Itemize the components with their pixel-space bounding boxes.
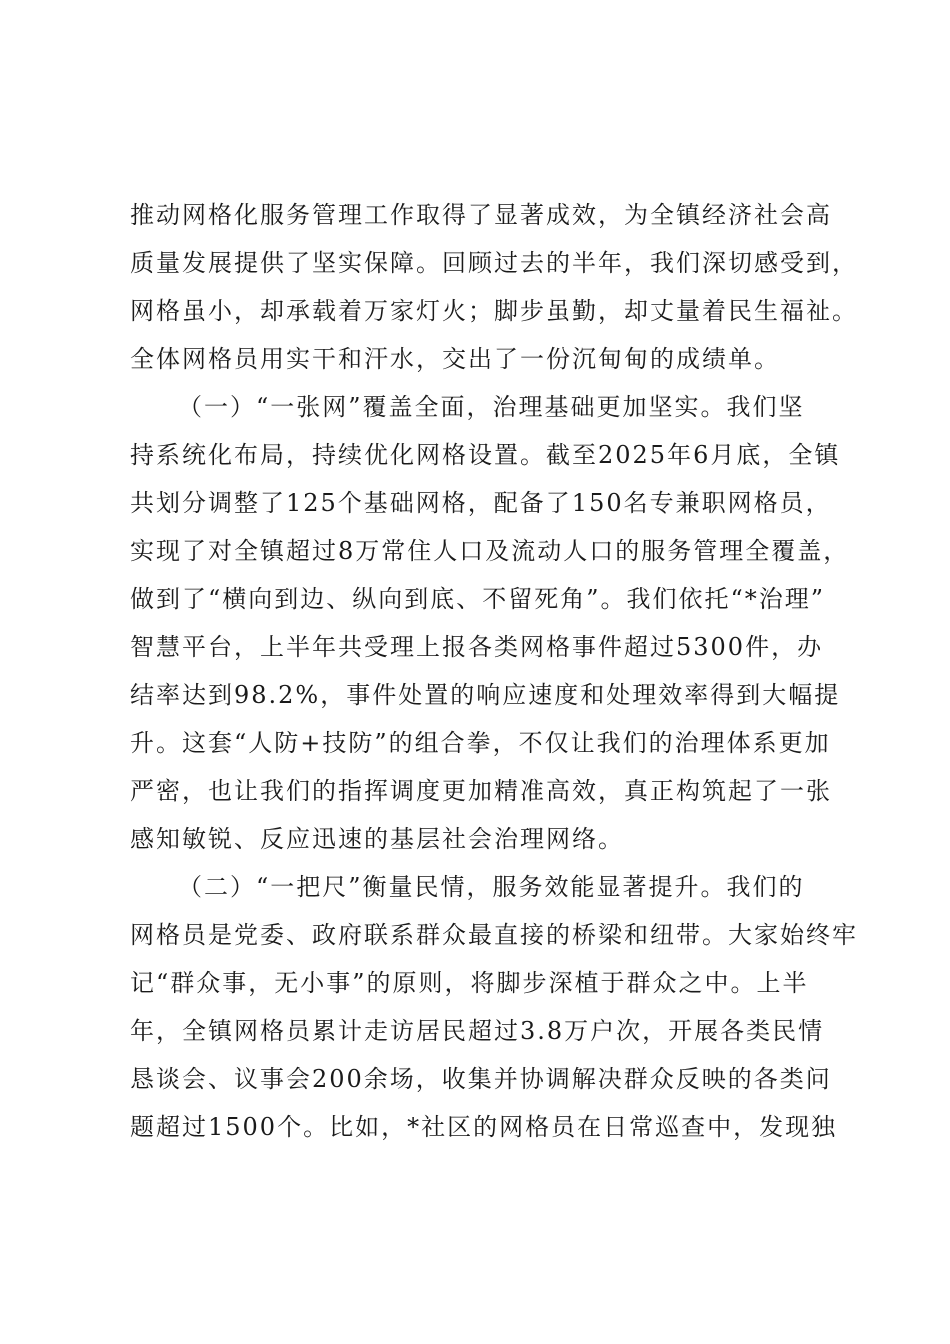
text-line: 严密，也让我们的指挥调度更加精准高效，真正构筑起了一张	[130, 777, 832, 805]
text-line: 做到了“横向到边、纵向到底、不留死角”。我们依托“*治理”	[130, 585, 826, 613]
text-line: 升。这套“人防+技防”的组合拳，不仅让我们的治理体系更加	[130, 729, 831, 757]
text-line: 感知敏锐、反应迅速的基层社会治理网络。	[130, 825, 624, 853]
text-line: 质量发展提供了坚实保障。回顾过去的半年，我们深切感受到，	[130, 249, 858, 277]
text-line: 持系统化布局，持续优化网格设置。截至2025年6月底，全镇	[130, 441, 841, 469]
text-line: 网格虽小，却承载着万家灯火；脚步虽勤，却丈量着民生福祉。	[130, 297, 858, 325]
text-line: 共划分调整了125个基础网格，配备了150名专兼职网格员，	[130, 489, 832, 517]
text-line: 年，全镇网格员累计走访居民超过3.8万户次，开展各类民情	[130, 1017, 825, 1045]
text-line: 记“群众事，无小事”的原则，将脚步深植于群众之中。上半	[130, 969, 809, 997]
text-line: 网格员是党委、政府联系群众最直接的桥梁和纽带。大家始终牢	[130, 921, 858, 949]
text-line: 全体网格员用实干和汗水，交出了一份沉甸甸的成绩单。	[130, 345, 780, 373]
text-line: 智慧平台，上半年共受理上报各类网格事件超过5300件，办	[130, 633, 824, 661]
text-line: 实现了对全镇超过8万常住人口及流动人口的服务管理全覆盖，	[130, 537, 850, 565]
section-heading-2: （二）“一把尺”衡量民情，服务效能显著提升。我们的	[178, 873, 805, 901]
text-line: 题超过1500个。比如，*社区的网格员在日常巡查中，发现独	[130, 1113, 838, 1141]
text-line: 推动网格化服务管理工作取得了显著成效，为全镇经济社会高	[130, 201, 832, 229]
text-line: 恳谈会、议事会200余场，收集并协调解决群众反映的各类问	[130, 1065, 832, 1093]
text-line: 结率达到98.2%，事件处置的响应速度和处理效率得到大幅提	[130, 681, 841, 709]
section-heading-1: （一）“一张网”覆盖全面，治理基础更加坚实。我们坚	[178, 393, 805, 421]
